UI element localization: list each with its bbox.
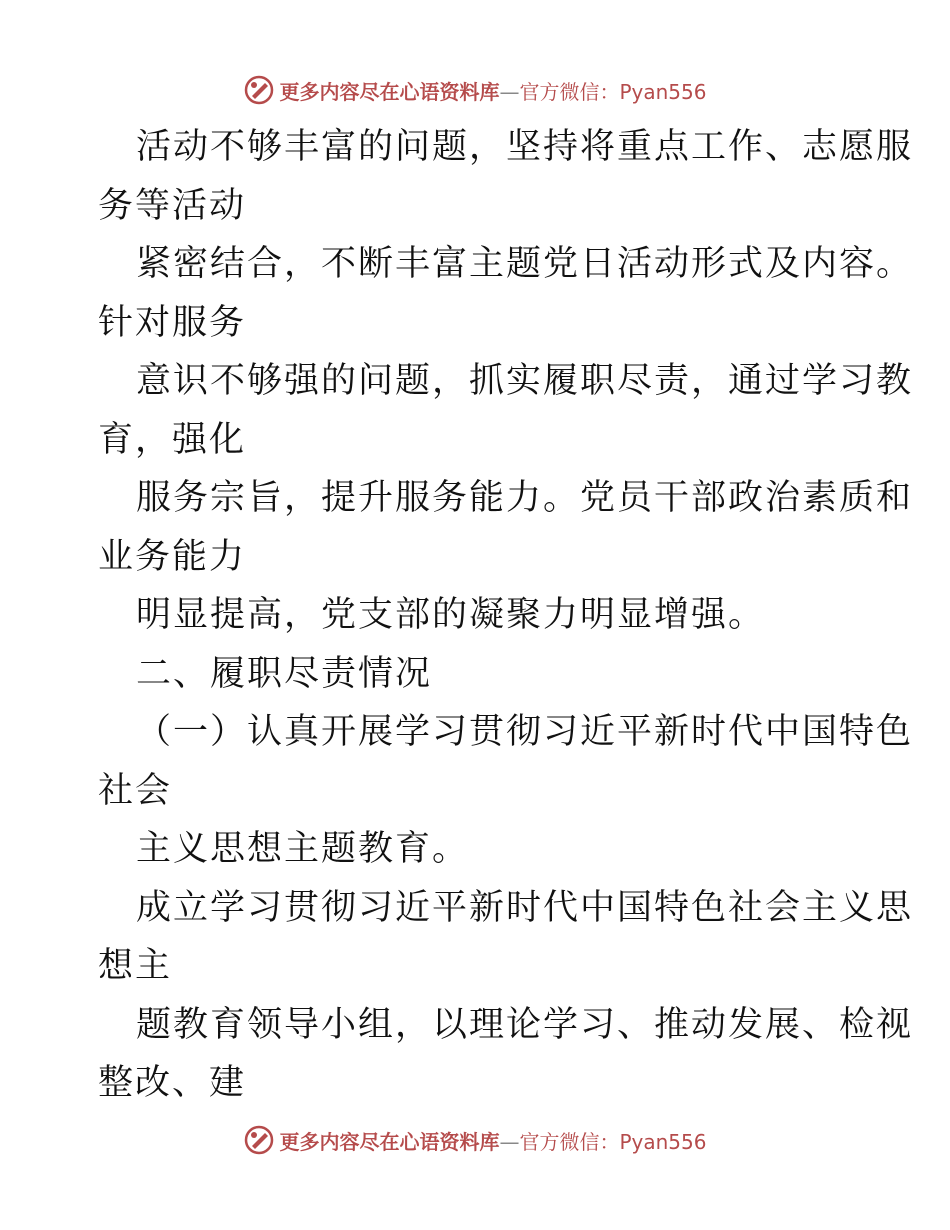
text-line: 二、履职尽责情况 — [136, 653, 433, 694]
header-watermark — [0, 72, 950, 108]
text-line: 社会 — [98, 770, 173, 811]
text-line: 紧密结合，不断丰富主题党日活动形式及内容。 — [136, 244, 914, 284]
text-line: 业务能力 — [98, 536, 247, 577]
text-line: 题教育领导小组，以理论学习、推动发展、检视 — [136, 1004, 914, 1045]
text-line: 活动不够丰富的问题，坚持将重点工作、志愿服 — [136, 127, 914, 167]
brand-logo-icon — [243, 1124, 275, 1156]
text-line: 明显提高，党支部的凝聚力明显增强。 — [136, 595, 766, 635]
watermark-wechat: 官方微信：Pyan556 — [519, 79, 707, 104]
text-line: 想主 — [98, 946, 173, 986]
text-line: 意识不够强的问题，抓实履职尽责，通过学习教 — [136, 361, 914, 401]
text-line: 成立学习贯彻习近平新时代中国特色社会主义思 — [136, 887, 914, 928]
watermark-text — [279, 76, 706, 105]
text-line: 整改、建 — [98, 1063, 247, 1103]
watermark-wechat: 官方微信：Pyan556 — [519, 1129, 707, 1154]
brand-logo-icon — [243, 74, 275, 106]
text-line: 务等活动 — [98, 185, 247, 226]
watermark-brand: 更多内容尽在心语资料库 — [279, 1129, 500, 1154]
watermark-separator: — — [499, 1129, 520, 1154]
watermark-text — [279, 1126, 706, 1155]
footer-watermark — [0, 1122, 950, 1158]
text-line: （一）认真开展学习贯彻习近平新时代中国特色 — [136, 712, 914, 752]
text-line: 主义思想主题教育。 — [136, 829, 470, 869]
text-line: 服务宗旨，提升服务能力。党员干部政治素质和 — [136, 478, 914, 518]
watermark-separator: — — [499, 79, 520, 104]
text-line: 育，强化 — [98, 419, 247, 460]
watermark-brand: 更多内容尽在心语资料库 — [279, 79, 500, 104]
text-line: 针对服务 — [98, 302, 247, 343]
